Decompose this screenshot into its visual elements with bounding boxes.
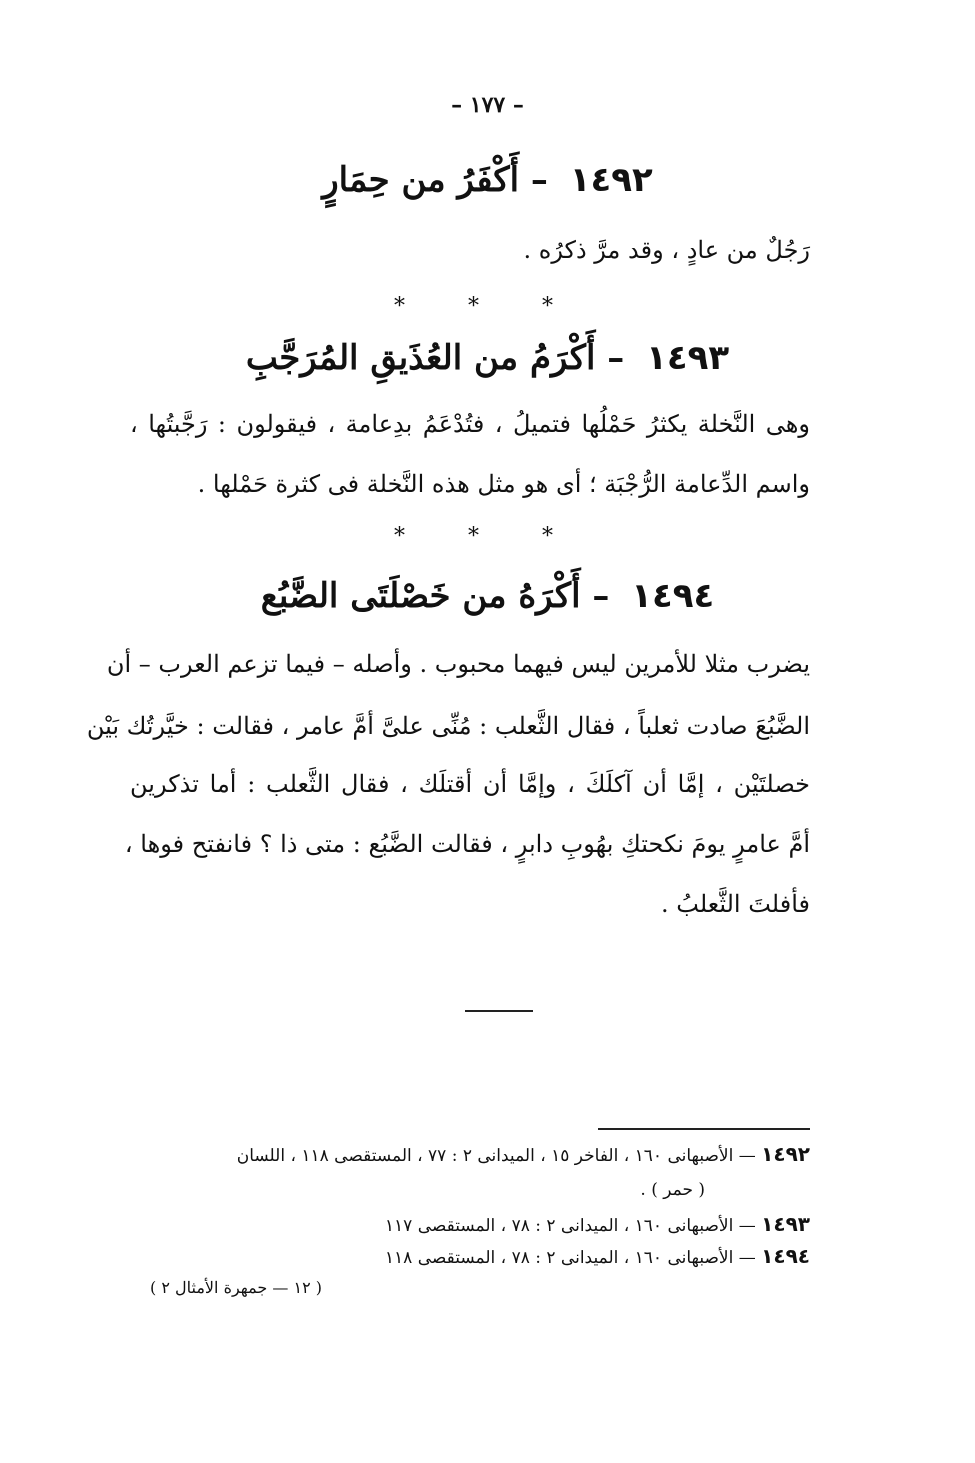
entry-text-line: يضرب مثلا للأمرين ليس فيهما محبوب . وأصله – فيما تزعم العرب – أن xyxy=(106,650,810,678)
footnote xyxy=(130,1212,810,1236)
footnote-rule xyxy=(598,1128,810,1130)
footnote xyxy=(25,1180,705,1200)
section-separator: * * * xyxy=(394,294,581,319)
entry-text-line: فأفلتَ الثَّعلبُ . xyxy=(661,890,810,918)
footnote-text: — الأصبهانى ١٦٠ ، الميدانى ٢ : ٧٨ ، المستقصى ١١٨ xyxy=(384,1248,756,1268)
entry-number: ١٤٩٣ xyxy=(646,338,730,378)
footnote xyxy=(130,1142,810,1166)
entry-text-line: وهى النَّخلة يكثرُ حَمْلُها فتميلُ ، فتُدْعَمُ بدِعامة ، فيقولون : رَجَّبتُها ، xyxy=(130,410,810,438)
entry-number: ١٤٩٤ xyxy=(631,576,715,616)
page-number: – ١٧٧ – xyxy=(451,92,524,118)
entry-text-line: واسم الدِّعامة الرُّجْبَة ؛ أى هو مثل هذه النَّخلة فى كثرة حَمْلها . xyxy=(197,470,810,498)
footnote xyxy=(130,1244,810,1268)
entry-title-1493 xyxy=(140,338,835,378)
entry-number: ١٤٩٢ xyxy=(569,160,653,200)
footnote-number: ١٤٩٤ xyxy=(761,1244,810,1268)
signature-line: ( ١٢ — جمهرة الأمثال ٢ ) xyxy=(150,1278,322,1297)
section-separator: * * * xyxy=(394,524,581,549)
entry-title-1494 xyxy=(140,576,835,616)
footnote-number: ١٤٩٣ xyxy=(761,1212,810,1236)
entry-heading: – أَكْرَمُ من العُذَيقِ المُرَجَّبِ xyxy=(245,338,625,378)
entry-text-line: أمَّ عامرٍ يومَ نكحتكِ بهُوبِ دابرٍ ، فقالت الضَّبُع : متى ذا ؟ فانفتح فوها ، xyxy=(124,830,810,858)
footnote-text: — الأصبهانى ١٦٠ ، الفاخر ١٥ ، الميدانى ٢ : ٧٧ ، المستقصى ١١٨ ، اللسان xyxy=(236,1146,756,1166)
entry-text-line: خصلتَيْن ، إمَّا أن آكلَكَ ، وإمَّا أن أقتلَك ، فقال الثَّعلب : أما تذكرين xyxy=(130,770,810,798)
entry-heading: – أَكْرَهُ من خَصْلَتَى الضَّبُع xyxy=(260,576,610,616)
entry-title-1492 xyxy=(140,160,835,200)
footnote-number: ١٤٩٢ xyxy=(761,1142,810,1166)
entry-text-line: الضَّبُعَ صادت ثعلباً ، فقال الثَّعلب : مُنِّى علىَّ أمَّ عامر ، فقالت : خيَّرتُك بَيْن xyxy=(86,712,810,740)
section-divider xyxy=(465,1010,533,1012)
footnote-text: — الأصبهانى ١٦٠ ، الميدانى ٢ : ٧٨ ، المستقصى ١١٧ xyxy=(384,1216,756,1236)
footnote-text: ( حمر ) . xyxy=(640,1180,705,1200)
entry-heading: – أَكْفَرُ من حِمَارٍ xyxy=(322,160,548,200)
entry-text-line: رَجُلٌ من عادٍ ، وقد مرَّ ذكرُه . xyxy=(523,236,810,264)
